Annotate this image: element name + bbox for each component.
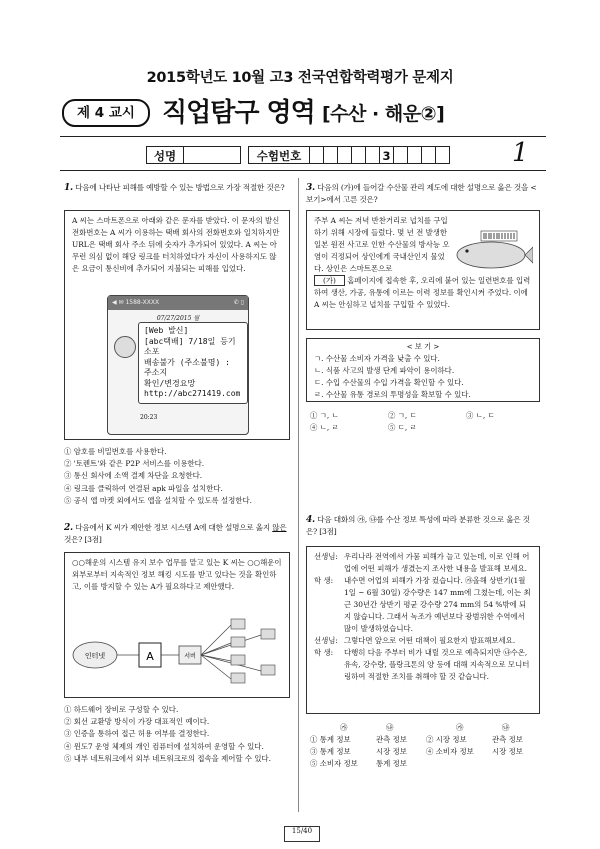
- q4-number: 4.: [306, 515, 315, 525]
- bogi-item: ㄹ. 수산물 유통 경로의 투명성을 확보할 수 있다.: [314, 390, 471, 399]
- q1-number: 1.: [64, 183, 73, 193]
- message-time: 20:23: [140, 414, 158, 421]
- q3-passage-a: 주부 A 씨는 저녁 반찬거리로 넙치를 구입하기 위해 시장에 들렀다. 몇 년 전 발생한 일본 원전 사고로 인한 수산물의 방사능 오염이 걱정되어 상인에게 국내산인지 물었다. 상인은 스마트폰으로: [314, 216, 450, 273]
- dialogue-text: 우리나라 전역에서 가뭄 피해가 늘고 있는데, 이로 인해 어업에 어떤 피해가 생겼는지 조사한 내용을 발표해 보세요.: [344, 552, 530, 573]
- page-number: 1: [512, 138, 529, 168]
- message-bubble: [138, 322, 248, 404]
- bogi-item: ㄴ. 식품 사고의 발생 단계 파악이 용이하다.: [314, 366, 455, 375]
- q1-prompt-text: 다음에 나타난 피해를 예방할 수 있는 방법으로 가장 적절한 것은?: [75, 183, 285, 192]
- subject-title: 직업탐구 영역: [162, 98, 315, 128]
- bogi-item: ㄷ. 수입 수산물의 수입 가격을 확인할 수 있다.: [314, 378, 464, 387]
- option[interactable]: ② '토렌트'와 같은 P2P 서비스를 이용한다.: [64, 459, 205, 469]
- option[interactable]: ③ 인증을 통하여 접근 허용 여부를 결정한다.: [64, 729, 210, 739]
- footer-page: 15: [291, 827, 301, 835]
- option-b: 시장 정보: [376, 747, 407, 756]
- phone-status-bar: [108, 296, 248, 310]
- phone-number: 1588-XXXX: [125, 299, 160, 306]
- phone-screenshot: [107, 295, 249, 435]
- q3-number: 3.: [306, 183, 315, 193]
- name-label: 성명: [146, 146, 184, 164]
- bogi-title: < 보 기 >: [406, 342, 440, 351]
- q2-passage: ○○해운의 시스템 유지 보수 업무를 맡고 있는 K 씨는 ○○해운이 외부로부터 지속적인 정보 해킹 시도를 받고 있다는 것을 확인하고, 이를 방지할 수 있는 A가 필요하다고 제안했다.: [72, 558, 282, 591]
- diagram-server-label: 서버: [184, 653, 196, 660]
- q1-passage-box: [64, 210, 290, 440]
- option[interactable]: ④ ㄴ, ㄹ: [310, 423, 339, 432]
- q2-prompt: 2. 다음에서 K 씨가 제안한 정보 시스템 A에 대한 설명으로 옳지 않은 것은? [3점]: [64, 523, 287, 544]
- q4-dialogue-box: [306, 546, 540, 714]
- option[interactable]: ⑤ ㄷ, ㄹ: [388, 423, 417, 432]
- bogi-item: ㄱ. 수산물 소비자 가격을 낮출 수 있다.: [314, 354, 440, 363]
- q3-blank-ga: (가): [314, 275, 345, 286]
- q1-options: [64, 446, 294, 507]
- q3-passage-b: 홈페이지에 접속한 후, 오리에 붙어 있는 일련번호를 입력하여 생산, 가공, 유통에 이르는 이력 정보를 확인시켜 주었다. 이에 A 씨는 안심하고 넙치를 구입할 수 있었다.: [314, 276, 531, 309]
- column-b-header: ㉯: [386, 723, 394, 732]
- q3-passage-box: [306, 210, 540, 330]
- option-b: 관측 정보: [492, 735, 523, 744]
- q4-prompt: 4. 다음 대화의 ㉮, ㉯를 수산 정보 특성에 따라 분류한 것으로 옳은 것은? [3점]: [306, 515, 530, 536]
- option[interactable]: ④ 링크를 클릭하여 연결된 apk 파일을 설치한다.: [64, 483, 223, 493]
- network-diagram: [71, 615, 283, 693]
- column-a-header: ㉮: [340, 723, 348, 732]
- subject-subtitle: [수산 · 해운②]: [322, 103, 445, 125]
- speaker: 선생님:: [314, 552, 338, 561]
- avatar-icon: [114, 336, 136, 358]
- q1-prompt: [64, 182, 290, 194]
- computer-icon: [231, 619, 245, 629]
- computer-icon: [261, 629, 275, 639]
- footer-page-counter: 15/40: [284, 826, 320, 842]
- call-icon: ✆ ▯: [233, 299, 244, 306]
- option[interactable]: ③ 통신 회사에 소액 결제 차단을 요청한다.: [64, 471, 203, 481]
- exam-number-digit: 3: [379, 146, 394, 164]
- message-line: 확인/변경요망: [144, 378, 196, 388]
- section-rule: [60, 170, 546, 171]
- diagram-a-label: A: [146, 650, 154, 663]
- message-date: 07/27/2015 월: [156, 315, 200, 322]
- name-field: [183, 146, 241, 164]
- dialogue-text: 내수면 어업의 피해가 가장 컸습니다. ㉮올해 상반기(1월 1일 ~ 6월 30일) 강수량은 147 mm에 그쳤는데, 이는 최근 30년간 상반기 평균 강수량 274 mm의 54 %밖에 되지 않습니다. 그래서 녹조가 예년보다 광범위한 수역에서 많이 발생하였습니다.: [344, 576, 531, 633]
- option[interactable]: ③ 통계 정보: [310, 747, 351, 756]
- header-rule: [60, 136, 546, 137]
- computer-icon: [261, 665, 275, 675]
- column-divider: [298, 178, 299, 812]
- column-b-header: ㉯: [502, 723, 510, 732]
- q4-options: [306, 722, 540, 770]
- exam-number-label: 수험번호: [248, 146, 310, 164]
- q2-passage-box: [64, 552, 290, 698]
- option[interactable]: ② 시장 정보: [426, 735, 467, 744]
- option[interactable]: ① ㄱ, ㄴ: [310, 411, 339, 420]
- option[interactable]: ③ ㄴ, ㄷ: [466, 411, 495, 420]
- option-b: 시장 정보: [492, 747, 523, 756]
- option[interactable]: ① 통계 정보: [310, 735, 351, 744]
- back-icon: ◀ ✉: [112, 299, 124, 306]
- exam-title: 2015학년도 10월 고3 전국연합학력평가 문제지: [146, 70, 454, 86]
- option[interactable]: ② 회선 교환망 방식이 가장 대표적인 예이다.: [64, 717, 210, 727]
- message-line: 배송불가 (주소불명) : 주소지: [144, 357, 230, 377]
- dialogue-text: 다행히 다음 주부터 비가 내릴 것으로 예측되지만 ㉯수온, 유속, 강수량, 플랑크톤의 양 등에 대해 지속적으로 모니터링하여 적절한 조치를 취해야 할 것 같습니다.: [344, 648, 530, 681]
- option[interactable]: ① 암호를 비밀번호를 사용한다.: [64, 447, 167, 456]
- message-line: [Web 발신]: [144, 326, 189, 335]
- q3-options: [310, 410, 540, 434]
- option[interactable]: ⑤ 공식 앱 마켓 외에서도 앱을 설치할 수 있도록 설정한다.: [64, 495, 252, 505]
- q3-bogi-box: [306, 338, 540, 402]
- session-badge: 제 4 교시: [62, 99, 150, 127]
- footer-total: 40: [303, 827, 313, 835]
- dialogue-text: 그렇다면 앞으로 어떤 대책이 필요한지 발표해보세요.: [344, 636, 516, 645]
- option[interactable]: ④ 윈도7 운영 체제의 개인 컴퓨터에 설치하여 운영할 수 있다.: [64, 741, 264, 751]
- option-b: 관측 정보: [376, 735, 407, 744]
- option-b: 통계 정보: [376, 759, 407, 768]
- computer-icon: [231, 673, 245, 683]
- option[interactable]: ④ 소비자 정보: [426, 747, 474, 756]
- computer-icon: [231, 655, 245, 665]
- diagram-internet-label: 인터넷: [84, 652, 106, 660]
- speaker: 학 생:: [314, 648, 334, 657]
- speaker: 선생님:: [314, 636, 338, 645]
- message-line: [abc택배] 7/18일 등기소포: [144, 336, 236, 356]
- q1-passage: A 씨는 스마트폰으로 아래와 같은 문자를 받았다. 이 문자의 발신 전화번호는 A 씨가 이용하는 택배 회사의 전화번호와 일치하지만 URL은 택배 회사 주소 뒤에 숫자가 추가되어 있었다. A 씨는 아무런 의심 없이 해당 링크를 터치하였다가 자신이 사용하지도 않은 요금이 통신비에 추가되어 지불되는 피해를 입었다.: [72, 216, 280, 273]
- option[interactable]: ⑤ 소비자 정보: [310, 759, 358, 768]
- column-a-header: ㉮: [456, 723, 464, 732]
- q3-prompt: 3. 다음의 (가)에 들어갈 수산물 관리 제도에 대한 설명으로 옳은 것을 <보기>에서 고른 것은?: [306, 183, 537, 204]
- q2-options: [64, 704, 294, 765]
- option[interactable]: ① 하드웨어 장비로 구성할 수 있다.: [64, 705, 179, 714]
- flatfish-icon: [451, 229, 533, 271]
- q2-number: 2.: [64, 523, 73, 533]
- speaker: 학 생:: [314, 576, 334, 585]
- computer-icon: [231, 637, 245, 647]
- option[interactable]: ② ㄱ, ㄷ: [388, 411, 417, 420]
- option[interactable]: ⑤ 내부 네트워크에서 외부 네트워크로의 접속을 제어할 수 있다.: [64, 753, 272, 763]
- message-line: http://abc271419.com: [144, 389, 241, 398]
- q2-not-emphasis: 않은: [272, 523, 287, 532]
